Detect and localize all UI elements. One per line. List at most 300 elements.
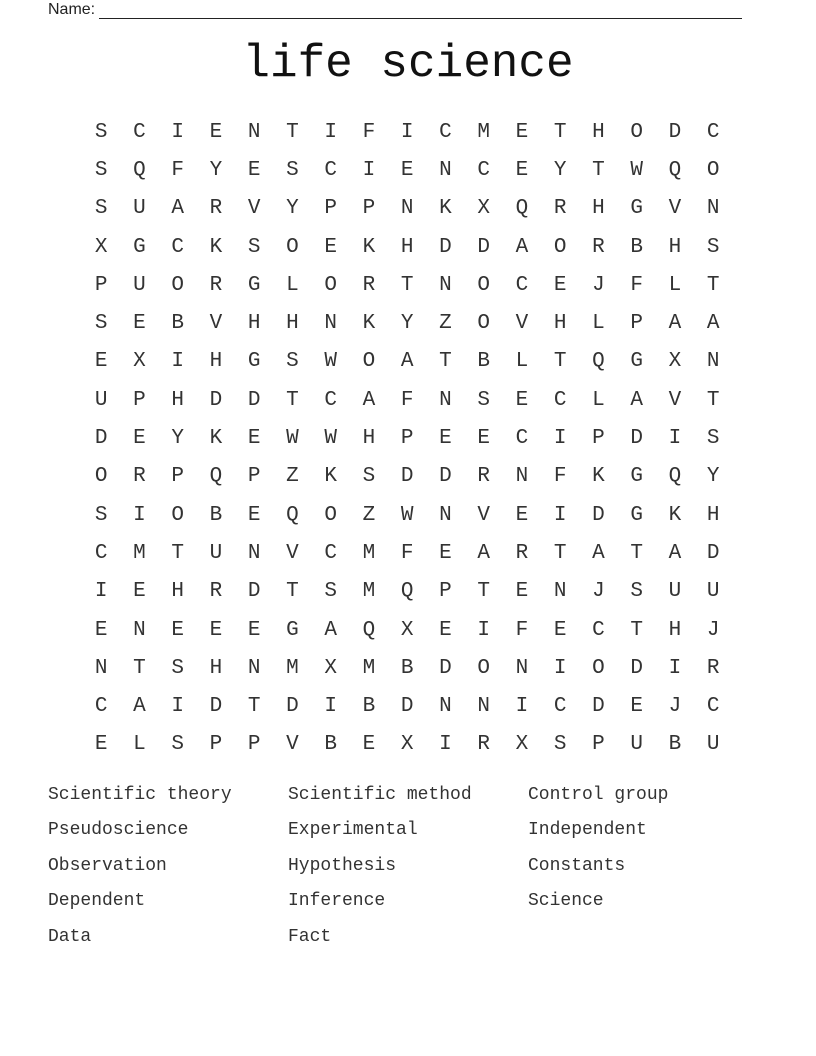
grid-letter[interactable]: H: [209, 656, 223, 680]
grid-letter[interactable]: A: [515, 235, 529, 259]
word-list-item: Observation: [48, 855, 167, 876]
grid-letter[interactable]: G: [247, 273, 261, 297]
grid-letter[interactable]: O: [171, 503, 184, 527]
grid-letter[interactable]: S: [286, 158, 299, 182]
grid-letter[interactable]: F: [171, 158, 184, 182]
grid-letter[interactable]: D: [706, 541, 720, 565]
grid-letter[interactable]: H: [553, 312, 567, 336]
grid-letter[interactable]: G: [133, 235, 146, 259]
grid-letter[interactable]: V: [209, 312, 223, 336]
grid-letter[interactable]: F: [630, 273, 643, 297]
grid-letter[interactable]: T: [553, 541, 567, 565]
grid-letter[interactable]: E: [439, 541, 452, 565]
grid-letter[interactable]: B: [630, 235, 643, 259]
word-list-item: Independent: [528, 820, 647, 841]
grid-letter[interactable]: U: [94, 388, 108, 412]
grid-letter[interactable]: G: [630, 465, 643, 489]
grid-letter[interactable]: F: [362, 120, 376, 144]
grid-letter[interactable]: R: [362, 273, 376, 297]
grid-letter[interactable]: N: [247, 656, 261, 680]
grid-letter[interactable]: P: [400, 427, 414, 451]
grid-letter[interactable]: R: [515, 541, 529, 565]
grid-letter[interactable]: S: [477, 388, 490, 412]
grid-letter[interactable]: B: [477, 350, 490, 374]
word-list-item: Fact: [288, 926, 332, 947]
grid-letter[interactable]: I: [477, 618, 490, 642]
grid-letter[interactable]: N: [439, 503, 452, 527]
letter-grid: [82, 113, 732, 764]
grid-letter[interactable]: H: [171, 580, 184, 604]
grid-letter[interactable]: P: [630, 312, 643, 336]
grid-letter[interactable]: A: [400, 350, 414, 374]
grid-letter[interactable]: T: [400, 273, 414, 297]
grid-letter[interactable]: U: [133, 273, 146, 297]
grid-letter[interactable]: O: [94, 465, 108, 489]
grid-letter[interactable]: E: [94, 733, 108, 757]
grid-letter[interactable]: T: [286, 580, 299, 604]
grid-letter[interactable]: N: [515, 465, 529, 489]
grid-letter[interactable]: Y: [400, 312, 414, 336]
grid-letter[interactable]: K: [362, 235, 376, 259]
grid-letter[interactable]: U: [630, 733, 643, 757]
grid-letter[interactable]: S: [706, 427, 720, 451]
grid-letter[interactable]: I: [133, 503, 146, 527]
grid-letter[interactable]: M: [362, 580, 376, 604]
grid-letter[interactable]: S: [94, 503, 108, 527]
grid-letter[interactable]: N: [247, 120, 261, 144]
word-list-item: Pseudoscience: [48, 820, 189, 841]
grid-letter[interactable]: Q: [668, 465, 682, 489]
grid-letter[interactable]: P: [439, 580, 452, 604]
grid-letter[interactable]: P: [171, 465, 184, 489]
grid-letter[interactable]: I: [553, 427, 567, 451]
grid-letter[interactable]: I: [324, 120, 337, 144]
grid-letter[interactable]: R: [477, 465, 490, 489]
grid-letter[interactable]: P: [362, 197, 376, 221]
grid-letter[interactable]: C: [553, 695, 567, 719]
grid-letter[interactable]: X: [400, 618, 414, 642]
grid-letter[interactable]: N: [247, 541, 261, 565]
grid-letter[interactable]: D: [209, 695, 223, 719]
grid-letter[interactable]: P: [247, 733, 261, 757]
grid-letter[interactable]: S: [324, 580, 337, 604]
grid-letter[interactable]: A: [630, 388, 643, 412]
grid-letter[interactable]: N: [324, 312, 337, 336]
grid-letter[interactable]: T: [247, 695, 261, 719]
grid-letter[interactable]: O: [286, 235, 299, 259]
grid-letter[interactable]: E: [247, 427, 261, 451]
grid-letter[interactable]: C: [171, 235, 184, 259]
grid-letter[interactable]: X: [324, 656, 337, 680]
grid-letter[interactable]: C: [477, 158, 490, 182]
grid-letter[interactable]: I: [171, 120, 184, 144]
grid-letter[interactable]: D: [400, 695, 414, 719]
grid-letter[interactable]: G: [286, 618, 299, 642]
grid-letter[interactable]: R: [209, 580, 223, 604]
grid-letter[interactable]: H: [668, 235, 682, 259]
grid-letter[interactable]: V: [477, 503, 490, 527]
grid-letter[interactable]: D: [630, 656, 643, 680]
grid-letter[interactable]: H: [592, 197, 605, 221]
grid-letter[interactable]: I: [94, 580, 108, 604]
grid-letter[interactable]: K: [439, 197, 452, 221]
grid-letter[interactable]: I: [553, 656, 567, 680]
grid-letter[interactable]: Q: [400, 580, 414, 604]
grid-letter[interactable]: K: [209, 427, 223, 451]
grid-letter[interactable]: I: [171, 695, 184, 719]
grid-letter[interactable]: Z: [362, 503, 376, 527]
grid-letter[interactable]: R: [133, 465, 146, 489]
grid-letter[interactable]: S: [171, 656, 184, 680]
grid-letter[interactable]: H: [362, 427, 376, 451]
grid-letter[interactable]: E: [515, 580, 529, 604]
grid-letter[interactable]: Q: [286, 503, 299, 527]
grid-letter[interactable]: I: [668, 656, 682, 680]
grid-letter[interactable]: Z: [439, 312, 452, 336]
grid-letter[interactable]: Q: [362, 618, 376, 642]
grid-letter[interactable]: E: [209, 618, 223, 642]
word-list: [48, 777, 768, 955]
grid-letter[interactable]: P: [133, 388, 146, 412]
grid-letter[interactable]: A: [668, 541, 682, 565]
grid-letter[interactable]: X: [477, 197, 490, 221]
grid-letter[interactable]: U: [209, 541, 223, 565]
grid-letter[interactable]: N: [477, 695, 490, 719]
grid-letter[interactable]: W: [286, 427, 299, 451]
grid-letter[interactable]: N: [706, 350, 720, 374]
grid-letter[interactable]: P: [324, 197, 337, 221]
grid-letter[interactable]: Y: [286, 197, 299, 221]
grid-letter[interactable]: V: [286, 541, 299, 565]
grid-letter[interactable]: N: [400, 197, 414, 221]
grid-letter[interactable]: O: [171, 273, 184, 297]
grid-letter[interactable]: D: [439, 235, 452, 259]
grid-letter[interactable]: I: [171, 350, 184, 374]
grid-letter[interactable]: X: [668, 350, 682, 374]
grid-letter[interactable]: O: [553, 235, 567, 259]
grid-letter[interactable]: Q: [592, 350, 605, 374]
grid-letter[interactable]: C: [553, 388, 567, 412]
grid-letter[interactable]: D: [400, 465, 414, 489]
grid-letter[interactable]: B: [171, 312, 184, 336]
grid-letter[interactable]: I: [668, 427, 682, 451]
grid-letter[interactable]: E: [133, 580, 146, 604]
grid-letter[interactable]: K: [324, 465, 337, 489]
grid-letter[interactable]: B: [400, 656, 414, 680]
grid-letter[interactable]: C: [94, 695, 108, 719]
grid-letter[interactable]: T: [171, 541, 184, 565]
grid-letter[interactable]: D: [592, 503, 605, 527]
grid-letter[interactable]: I: [439, 733, 452, 757]
grid-letter[interactable]: U: [668, 580, 682, 604]
grid-letter[interactable]: O: [362, 350, 376, 374]
grid-letter[interactable]: W: [324, 427, 337, 451]
word-list-item: Hypothesis: [288, 855, 397, 876]
grid-letter[interactable]: D: [668, 120, 682, 144]
grid-letter[interactable]: E: [247, 503, 261, 527]
grid-letter[interactable]: C: [515, 427, 529, 451]
grid-letter[interactable]: E: [477, 427, 490, 451]
grid-letter[interactable]: S: [94, 120, 108, 144]
grid-letter[interactable]: A: [171, 197, 184, 221]
grid-letter[interactable]: W: [324, 350, 337, 374]
grid-letter[interactable]: V: [668, 388, 682, 412]
grid-letter[interactable]: N: [515, 656, 529, 680]
grid-letter[interactable]: O: [324, 503, 337, 527]
grid-letter[interactable]: T: [630, 541, 643, 565]
grid-letter[interactable]: J: [706, 618, 720, 642]
grid-letter[interactable]: M: [133, 541, 146, 565]
grid-letter[interactable]: D: [439, 656, 452, 680]
grid-letter[interactable]: C: [133, 120, 146, 144]
grid-letter[interactable]: Y: [706, 465, 720, 489]
grid-letter[interactable]: C: [324, 388, 337, 412]
grid-letter[interactable]: F: [400, 388, 414, 412]
grid-letter[interactable]: E: [133, 312, 146, 336]
grid-letter[interactable]: M: [362, 541, 376, 565]
grid-letter[interactable]: D: [94, 427, 108, 451]
grid-letter[interactable]: E: [515, 120, 529, 144]
grid-letter[interactable]: P: [247, 465, 261, 489]
grid-letter[interactable]: E: [553, 618, 567, 642]
grid-letter[interactable]: E: [515, 388, 529, 412]
grid-letter[interactable]: F: [400, 541, 414, 565]
grid-letter[interactable]: T: [439, 350, 452, 374]
grid-letter[interactable]: T: [706, 273, 720, 297]
grid-letter[interactable]: T: [706, 388, 720, 412]
grid-letter[interactable]: N: [553, 580, 567, 604]
grid-letter[interactable]: O: [477, 312, 490, 336]
grid-letter[interactable]: R: [209, 273, 223, 297]
grid-letter[interactable]: O: [324, 273, 337, 297]
grid-letter[interactable]: P: [94, 273, 108, 297]
grid-letter[interactable]: C: [439, 120, 452, 144]
grid-letter[interactable]: P: [592, 427, 605, 451]
grid-letter[interactable]: C: [592, 618, 605, 642]
grid-letter[interactable]: C: [324, 158, 337, 182]
grid-letter[interactable]: I: [324, 695, 337, 719]
grid-letter[interactable]: G: [630, 197, 643, 221]
grid-letter[interactable]: L: [286, 273, 299, 297]
grid-letter[interactable]: H: [400, 235, 414, 259]
grid-letter[interactable]: T: [477, 580, 490, 604]
grid-letter[interactable]: S: [553, 733, 567, 757]
grid-letter[interactable]: L: [515, 350, 529, 374]
grid-letter[interactable]: I: [400, 120, 414, 144]
grid-letter[interactable]: E: [553, 273, 567, 297]
grid-letter[interactable]: D: [592, 695, 605, 719]
grid-letter[interactable]: Q: [133, 158, 146, 182]
grid-letter[interactable]: T: [286, 388, 299, 412]
grid-letter[interactable]: S: [286, 350, 299, 374]
grid-letter[interactable]: Q: [515, 197, 529, 221]
grid-letter[interactable]: A: [592, 541, 605, 565]
grid-letter[interactable]: C: [94, 541, 108, 565]
grid-letter[interactable]: R: [209, 197, 223, 221]
name-field[interactable]: [48, 0, 742, 19]
grid-letter[interactable]: E: [400, 158, 414, 182]
grid-letter[interactable]: C: [515, 273, 529, 297]
grid-letter[interactable]: J: [668, 695, 682, 719]
grid-letter[interactable]: D: [247, 580, 261, 604]
grid-letter[interactable]: B: [362, 695, 376, 719]
grid-letter[interactable]: O: [706, 158, 720, 182]
grid-letter[interactable]: K: [668, 503, 682, 527]
grid-letter[interactable]: E: [171, 618, 184, 642]
grid-letter[interactable]: J: [592, 273, 605, 297]
grid-letter[interactable]: H: [209, 350, 223, 374]
grid-letter[interactable]: L: [668, 273, 682, 297]
grid-letter[interactable]: A: [324, 618, 337, 642]
grid-letter[interactable]: R: [553, 197, 567, 221]
grid-letter[interactable]: E: [94, 618, 108, 642]
grid-letter[interactable]: H: [592, 120, 605, 144]
grid-letter[interactable]: P: [592, 733, 605, 757]
grid-letter[interactable]: E: [133, 427, 146, 451]
grid-letter[interactable]: S: [630, 580, 643, 604]
grid-letter[interactable]: U: [706, 580, 720, 604]
grid-letter[interactable]: T: [630, 618, 643, 642]
grid-letter[interactable]: N: [439, 158, 452, 182]
grid-letter[interactable]: V: [515, 312, 529, 336]
grid-letter[interactable]: P: [209, 733, 223, 757]
grid-letter[interactable]: R: [706, 656, 720, 680]
grid-letter[interactable]: Y: [171, 427, 184, 451]
grid-letter[interactable]: C: [324, 541, 337, 565]
grid-letter[interactable]: Q: [209, 465, 223, 489]
grid-letter[interactable]: W: [630, 158, 643, 182]
grid-letter[interactable]: Z: [286, 465, 299, 489]
grid-letter[interactable]: X: [133, 350, 146, 374]
grid-letter[interactable]: I: [362, 158, 376, 182]
grid-letter[interactable]: Q: [668, 158, 682, 182]
grid-letter[interactable]: L: [592, 312, 605, 336]
grid-letter[interactable]: S: [247, 235, 261, 259]
grid-letter[interactable]: O: [477, 656, 490, 680]
grid-letter[interactable]: C: [706, 695, 720, 719]
grid-letter[interactable]: T: [553, 350, 567, 374]
grid-letter[interactable]: E: [439, 618, 452, 642]
grid-letter[interactable]: E: [515, 158, 529, 182]
grid-letter[interactable]: E: [515, 503, 529, 527]
grid-letter[interactable]: C: [706, 120, 720, 144]
grid-letter[interactable]: H: [247, 312, 261, 336]
grid-letter[interactable]: L: [133, 733, 146, 757]
grid-letter[interactable]: K: [209, 235, 223, 259]
grid-letter[interactable]: G: [630, 503, 643, 527]
grid-letter[interactable]: J: [592, 580, 605, 604]
grid-letter[interactable]: R: [592, 235, 605, 259]
grid-letter[interactable]: E: [247, 618, 261, 642]
grid-letter[interactable]: F: [553, 465, 567, 489]
grid-letter[interactable]: N: [706, 197, 720, 221]
grid-letter[interactable]: A: [133, 695, 146, 719]
grid-letter[interactable]: A: [706, 312, 720, 336]
grid-letter[interactable]: O: [630, 120, 643, 144]
grid-letter[interactable]: E: [209, 120, 223, 144]
grid-letter[interactable]: V: [668, 197, 682, 221]
grid-letter[interactable]: U: [133, 197, 146, 221]
grid-letter[interactable]: D: [630, 427, 643, 451]
grid-letter[interactable]: G: [630, 350, 643, 374]
grid-letter[interactable]: V: [247, 197, 261, 221]
grid-letter[interactable]: S: [706, 235, 720, 259]
grid-letter[interactable]: T: [286, 120, 299, 144]
grid-letter[interactable]: K: [362, 312, 376, 336]
grid-letter[interactable]: E: [324, 235, 337, 259]
grid-letter[interactable]: U: [706, 733, 720, 757]
grid-letter[interactable]: D: [247, 388, 261, 412]
grid-letter[interactable]: I: [515, 695, 529, 719]
grid-letter[interactable]: H: [286, 312, 299, 336]
grid-letter[interactable]: E: [94, 350, 108, 374]
grid-letter[interactable]: S: [94, 158, 108, 182]
grid-letter[interactable]: N: [439, 273, 452, 297]
grid-letter[interactable]: H: [706, 503, 720, 527]
grid-letter[interactable]: T: [592, 158, 605, 182]
grid-letter[interactable]: D: [209, 388, 223, 412]
grid-letter[interactable]: L: [592, 388, 605, 412]
grid-letter[interactable]: S: [94, 312, 108, 336]
grid-letter[interactable]: H: [171, 388, 184, 412]
grid-letter[interactable]: Y: [209, 158, 223, 182]
grid-letter[interactable]: E: [362, 733, 376, 757]
grid-letter[interactable]: B: [324, 733, 337, 757]
grid-letter[interactable]: B: [668, 733, 682, 757]
grid-letter[interactable]: R: [477, 733, 490, 757]
name-underline[interactable]: [99, 2, 742, 19]
word-list-item: Constants: [528, 855, 626, 876]
grid-letter[interactable]: A: [477, 541, 490, 565]
grid-letter[interactable]: N: [133, 618, 146, 642]
grid-letter[interactable]: H: [668, 618, 682, 642]
word-list-item: Science: [528, 891, 604, 912]
grid-letter[interactable]: T: [133, 656, 146, 680]
grid-letter[interactable]: X: [94, 235, 108, 259]
grid-letter[interactable]: M: [477, 120, 490, 144]
grid-letter[interactable]: D: [439, 465, 452, 489]
grid-letter[interactable]: S: [362, 465, 376, 489]
grid-letter[interactable]: O: [592, 656, 605, 680]
grid-letter[interactable]: I: [553, 503, 567, 527]
grid-letter[interactable]: N: [439, 695, 452, 719]
grid-letter[interactable]: E: [630, 695, 643, 719]
grid-letter[interactable]: V: [286, 733, 299, 757]
grid-letter[interactable]: A: [668, 312, 682, 336]
grid-letter[interactable]: M: [286, 656, 299, 680]
grid-letter[interactable]: A: [362, 388, 376, 412]
grid-letter[interactable]: Y: [553, 158, 567, 182]
grid-letter[interactable]: X: [400, 733, 414, 757]
grid-letter[interactable]: W: [400, 503, 414, 527]
grid-letter[interactable]: S: [94, 197, 108, 221]
grid-letter[interactable]: E: [439, 427, 452, 451]
grid-letter[interactable]: G: [247, 350, 261, 374]
grid-letter[interactable]: D: [286, 695, 299, 719]
grid-letter[interactable]: B: [209, 503, 223, 527]
grid-letter[interactable]: T: [553, 120, 567, 144]
grid-letter[interactable]: E: [247, 158, 261, 182]
grid-letter[interactable]: S: [171, 733, 184, 757]
grid-letter[interactable]: D: [477, 235, 490, 259]
grid-letter[interactable]: F: [515, 618, 529, 642]
grid-letter[interactable]: X: [515, 733, 529, 757]
grid-letter[interactable]: N: [94, 656, 108, 680]
grid-letter[interactable]: M: [362, 656, 376, 680]
grid-letter[interactable]: O: [477, 273, 490, 297]
grid-letter[interactable]: K: [592, 465, 605, 489]
grid-letter[interactable]: N: [439, 388, 452, 412]
